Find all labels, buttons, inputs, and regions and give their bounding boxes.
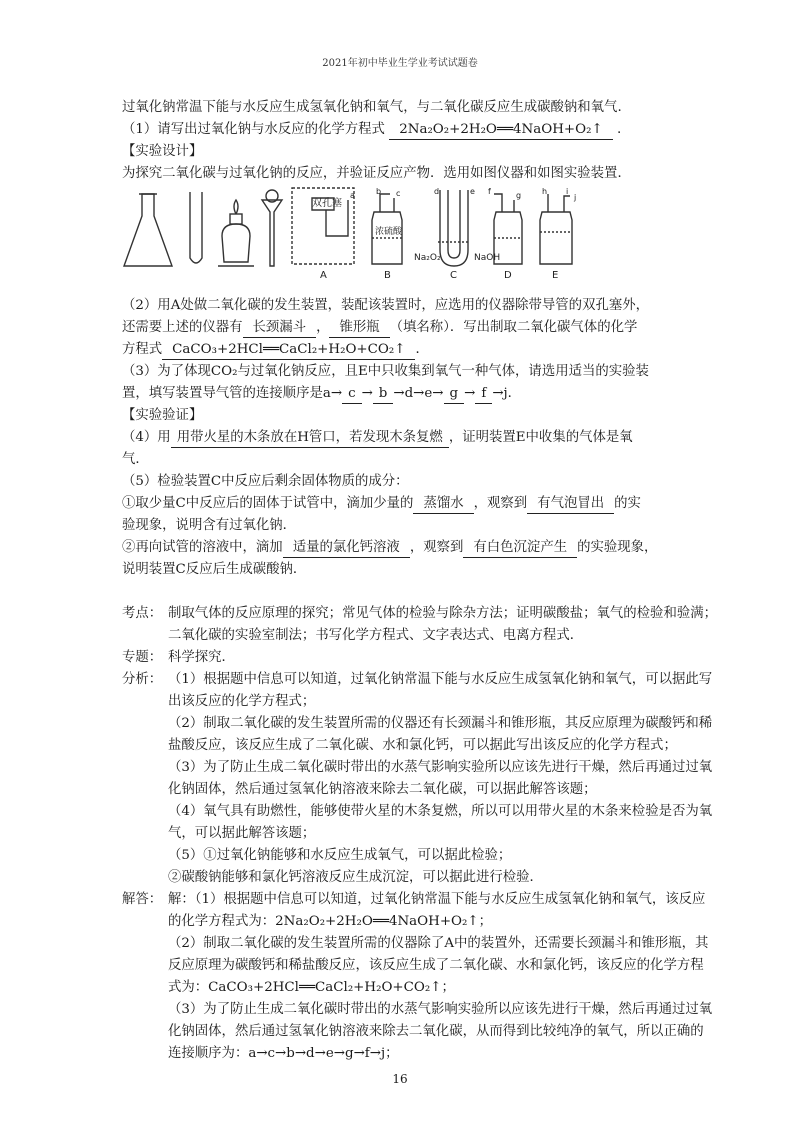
test-tube-icon xyxy=(190,192,202,263)
point-e: e xyxy=(470,187,475,196)
label-d: D xyxy=(504,270,512,278)
fenxi-label: 分析： xyxy=(122,672,163,687)
q5-s1b: ，观察到 xyxy=(473,496,528,511)
fenxi-l10: ②碳酸钠能够和氯化钙溶液反应生成沉淀，可以据此进行检验． xyxy=(168,870,543,885)
device-e xyxy=(540,194,572,264)
design-title: 【实验设计】 xyxy=(122,144,203,159)
q3-mid: →d→e→ xyxy=(393,386,444,401)
q1-text: （1）请写出过氧化钠与水反应的化学方程式 xyxy=(122,122,385,137)
q2-l2b: （填名称）．写出制取二氧化碳气体的化学 xyxy=(389,320,638,335)
conical-flask-icon xyxy=(124,194,172,266)
alcohol-lamp-icon xyxy=(218,200,254,266)
na2o2-label: Na₂O₂ xyxy=(414,253,441,263)
naoh-label: NaOH xyxy=(474,253,501,263)
kaodian-label: 考点： xyxy=(122,606,163,621)
q2-line1: （2）用A处做二氧化碳的发生装置，装配该装置时，应选用的仪器除带导管的双孔塞外， xyxy=(122,298,650,313)
point-i: i xyxy=(566,187,569,196)
q3-l2a: 置，填写装置导气管的连接顺序是a→ xyxy=(122,386,343,401)
q5-s2-line1 xyxy=(122,538,657,558)
verify-title: 【实验验证】 xyxy=(122,408,203,423)
jieda-l2: 的化学方程式为：2Na₂O₂+2H₂O══4NaOH+O₂↑； xyxy=(168,914,492,929)
question-1 xyxy=(122,120,621,140)
label-a: A xyxy=(320,270,327,278)
fenxi-l3: （2）制取二氧化碳的发生装置所需的仪器还有长颈漏斗和锥形瓶，其反应原理为碳酸钙和稀 xyxy=(168,716,713,731)
q2-line2 xyxy=(122,318,637,338)
q2-l3b: ． xyxy=(415,342,429,357)
zhuanti-label: 专题： xyxy=(122,650,163,665)
q5-answer-3: 适量的氯化钙溶液 xyxy=(283,539,410,558)
fenxi-l4: 盐酸反应，该反应生成了二氧化碳、水和氯化钙，可以据此写出该反应的化学方程式； xyxy=(168,738,677,753)
point-j: j xyxy=(574,193,577,202)
q3-answer-1: c xyxy=(342,385,362,404)
q5-s1c: 的实 xyxy=(614,496,641,511)
point-a: a xyxy=(350,191,355,200)
point-h: h xyxy=(542,187,548,196)
jieda-l4: 反应原理为碳酸钙和稀盐酸反应，该反应生成了二氧化碳、水和氯化钙，该反应的化学方程 xyxy=(168,958,704,973)
q5-title: （5）检验装置C中反应后剩余固体物质的成分： xyxy=(122,474,409,489)
q5-s2-line2: 说明装置C反应后生成碳酸钠． xyxy=(122,562,307,577)
q2-answer-3: CaCO₃+2HCl══CaCl₂+H₂O+CO₂↑ xyxy=(162,341,415,360)
kaodian-line2: 二氧化碳的实验室制法；书写化学方程式、文字表达式、电离方程式． xyxy=(168,628,584,643)
q2-sep: ， xyxy=(316,320,330,335)
q5-s2c: 的实验现象， xyxy=(577,540,658,555)
q5-s2b: ，观察到 xyxy=(409,540,464,555)
funnel-icon xyxy=(262,190,282,266)
q3-answer-2: b xyxy=(373,385,394,404)
jieda-l1: 解：（1）根据题中信息可以知道，过氧化钠常温下能与水反应生成氢氧化钠和氧气，该反应 xyxy=(168,892,706,907)
intro-text: 过氧化钠常温下能与水反应生成氢氧化钠和氧气，与二氧化碳反应生成碳酸钠和氧气. xyxy=(122,100,622,115)
q1-end: . xyxy=(616,122,622,137)
q3-answer-4: f xyxy=(475,385,492,404)
fenxi-l2: 出该反应的化学方程式； xyxy=(168,694,316,709)
point-f: f xyxy=(488,187,491,196)
q5-answer-1: 蒸馏水 xyxy=(413,495,473,514)
q2-line3 xyxy=(122,340,429,360)
fenxi-l1: （1）根据题中信息可以知道，过氧化钠常温下能与水反应生成氢氧化钠和氧气，可以据此写 xyxy=(168,672,713,687)
jieda-l7: 化钠固体，然后通过氢氧化钠溶液来除去二氧化碳，从而得到比较纯净的氧气，所以正确的 xyxy=(168,1024,704,1039)
q3-answer-3: g xyxy=(444,385,465,404)
zhuanti-text: 科学探究． xyxy=(168,650,235,665)
q3-line2 xyxy=(122,384,521,404)
point-b: b xyxy=(376,187,382,196)
q5-s1-line2: 验现象，说明含有过氧化钠． xyxy=(122,518,297,533)
q3-end: →j． xyxy=(492,386,522,401)
page-header: 2021年初中毕业生学业考试试题卷 xyxy=(322,58,478,69)
fenxi-l6: 化钠固体，然后通过氢氧化钠溶液来除去二氧化碳，可以据此解答该题； xyxy=(168,782,597,797)
label-c: C xyxy=(450,270,457,278)
fenxi-l9: （5）①过氧化钠能够和水反应生成氧气，可以据此检验； xyxy=(168,848,512,863)
q5-s1-line1 xyxy=(122,494,641,514)
point-g: g xyxy=(516,191,522,200)
fenxi-l7: （4）氧气具有助燃性，能够使带火星的木条复燃，所以可以用带火星的木条来检验是否为氧 xyxy=(168,804,713,819)
q5-s1a: ①取少量C中反应后的固体于试管中，滴加少量的 xyxy=(122,496,414,511)
page-number: 16 xyxy=(392,1072,408,1086)
design-text: 为探究二氧化碳与过氧化钠的反应，并验证反应产物．选用如图仪器和如图实验装置． xyxy=(122,166,631,181)
q4-line1 xyxy=(122,428,633,448)
q2-answer-2: 锥形瓶 xyxy=(329,319,389,338)
fenxi-l5: （3）为了防止生成二氧化碳时带出的水蒸气影响实验所以应该先进行干燥，然后再通过过氧 xyxy=(168,760,713,775)
point-d: d xyxy=(434,187,440,196)
q4-b: ，证明装置E中收集的气体是氧 xyxy=(448,430,633,445)
q4-a: （4）用 xyxy=(122,430,171,445)
q2-answer-1: 长颈漏斗 xyxy=(243,319,317,338)
q3-arrow-1: → xyxy=(361,386,373,401)
jieda-l6: （3）为了防止生成二氧化碳时带出的水蒸气影响实验所以应该先进行干燥，然后再通过过氧 xyxy=(168,1002,713,1017)
label-e: E xyxy=(552,270,559,278)
fenxi-l8: 气，可以据此解答该题； xyxy=(168,826,316,841)
acid-label: 浓硫酸 xyxy=(375,227,403,237)
jieda-label: 解答： xyxy=(122,892,163,907)
q5-answer-4: 有白色沉淀产生 xyxy=(463,539,577,558)
q5-answer-2: 有气泡冒出 xyxy=(527,495,614,514)
q4-line2: 气． xyxy=(122,452,149,467)
label-b: B xyxy=(384,270,391,278)
device-c xyxy=(438,190,470,266)
box-label: 双孔塞 xyxy=(312,198,342,209)
q3-arrow-2: → xyxy=(464,386,476,401)
jieda-l8: 连接顺序为：a→c→b→d→e→g→f→j； xyxy=(168,1046,399,1061)
q1-answer: 2Na₂O₂+2H₂O══4NaOH+O₂↑ xyxy=(389,121,612,140)
point-c: c xyxy=(396,189,401,198)
q5-s2a: ②再向试管的溶液中，滴加 xyxy=(122,540,283,555)
q2-l3a: 方程式 xyxy=(122,342,163,357)
kaodian-line1: 制取气体的反应原理的探究；常见气体的检验与除杂方法；证明碳酸盐；氧气的检验和验满； xyxy=(168,606,718,621)
apparatus-figure xyxy=(122,186,682,278)
q2-l2a: 还需要上述的仪器有 xyxy=(122,320,243,335)
q3-line1: （3）为了体现CO₂与过氧化钠反应，且E中只收集到氧气一种气体，请选用适当的实验装 xyxy=(122,364,649,379)
jieda-l3: （2）制取二氧化碳的发生装置所需的仪器除了A中的装置外，还需要长颈漏斗和锥形瓶，其 xyxy=(168,936,709,951)
q4-answer: 用带火星的木条放在H管口，若发现木条复燃 xyxy=(171,429,449,448)
jieda-l5: 式为：CaCO₃+2HCl══CaCl₂+H₂O+CO₂↑； xyxy=(168,980,455,995)
